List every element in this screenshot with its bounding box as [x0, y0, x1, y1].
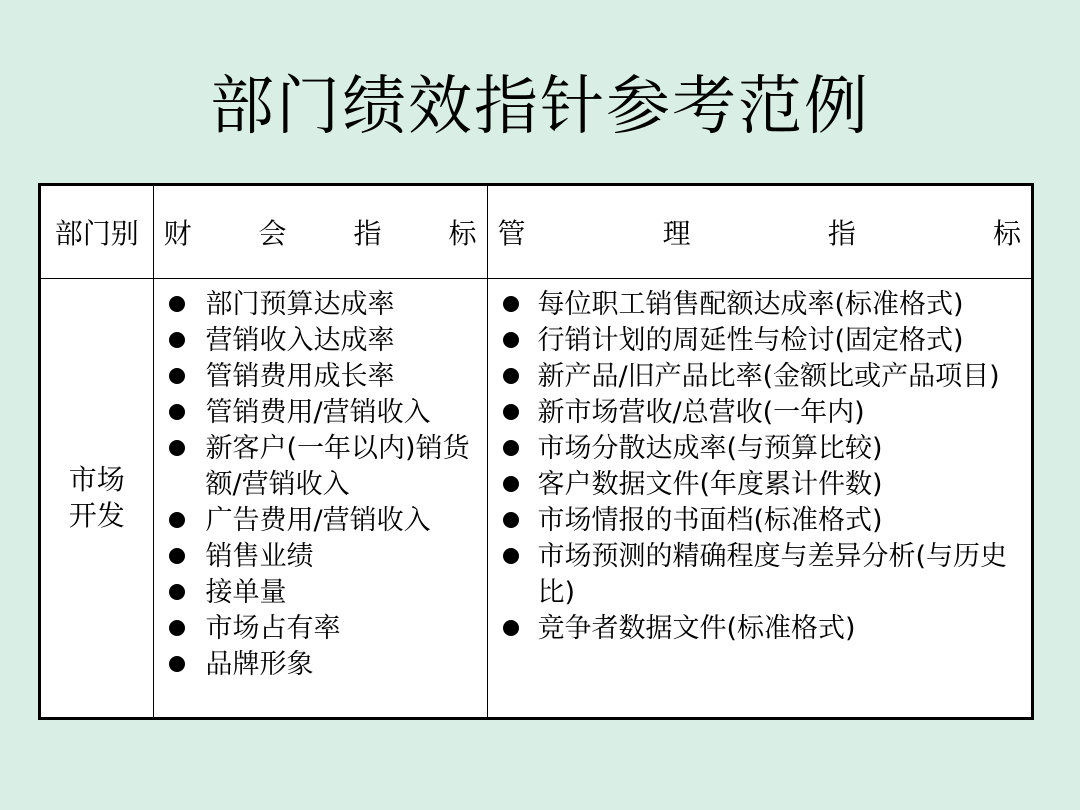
list-item: 销售业绩 [166, 539, 485, 575]
header-financial-char: 标 [448, 217, 477, 250]
bullet-icon [503, 440, 519, 456]
list-item: 新产品/旧产品比率(金额比或产品项目) [500, 359, 1026, 395]
header-management-char: 理 [662, 217, 691, 250]
bullet-icon [169, 656, 185, 672]
bullet-icon [169, 368, 185, 384]
bullet-icon [169, 404, 185, 420]
bullet-icon [503, 548, 519, 564]
bullet-icon [503, 404, 519, 420]
header-management [487, 186, 1031, 279]
dept-cell [41, 279, 153, 718]
financial-indicator-list [154, 279, 487, 683]
list-item: 市场占有率 [166, 611, 485, 647]
list-item: 市场预测的精确程度与差异分析(与历史比) [500, 539, 1026, 611]
list-item: 竞争者数据文件(标准格式) [500, 611, 1026, 647]
list-item: 管销费用/营销收入 [166, 395, 485, 431]
bullet-icon [503, 620, 519, 636]
list-item: 营销收入达成率 [166, 323, 485, 359]
slide-title: 部门绩效指针参考范例 [210, 70, 870, 144]
bullet-icon [503, 296, 519, 312]
header-management-char: 指 [827, 217, 856, 250]
header-management-char: 标 [992, 217, 1021, 250]
list-item: 客户数据文件(年度累计件数) [500, 467, 1026, 503]
management-cell [487, 279, 1031, 718]
list-item: 市场情报的书面档(标准格式) [500, 503, 1026, 539]
bullet-icon [169, 620, 185, 636]
kpi-table [38, 183, 1034, 720]
list-item: 行销计划的周延性与检讨(固定格式) [500, 323, 1026, 359]
header-financial [153, 186, 487, 279]
table-header-row [41, 186, 1031, 279]
list-item: 部门预算达成率 [166, 287, 485, 323]
management-indicator-list [488, 279, 1032, 647]
header-dept-label: 部门别 [54, 217, 139, 250]
header-management-char: 管 [497, 217, 526, 250]
bullet-icon [169, 512, 185, 528]
header-financial-char: 会 [258, 217, 287, 250]
bullet-icon [169, 332, 185, 348]
header-dept [41, 186, 153, 279]
bullet-icon [503, 512, 519, 528]
list-item: 新市场营收/总营收(一年内) [500, 395, 1026, 431]
bullet-icon [503, 368, 519, 384]
bullet-icon [169, 584, 185, 600]
list-item: 管销费用成长率 [166, 359, 485, 395]
header-financial-char: 指 [353, 217, 382, 250]
list-item: 市场分散达成率(与预算比较) [500, 431, 1026, 467]
bullet-icon [169, 440, 185, 456]
dept-name-line: 开发 [68, 499, 125, 532]
list-item: 广告费用/营销收入 [166, 503, 485, 539]
list-item: 新客户(一年以内)销货额/营销收入 [166, 431, 485, 503]
bullet-icon [503, 476, 519, 492]
list-item: 品牌形象 [166, 647, 485, 683]
header-financial-char: 财 [163, 217, 192, 250]
list-item: 接单量 [166, 575, 485, 611]
dept-name-line: 市场 [68, 463, 125, 496]
bullet-icon [503, 332, 519, 348]
financial-cell [153, 279, 487, 718]
table-row [41, 279, 1031, 718]
bullet-icon [169, 296, 185, 312]
list-item: 每位职工销售配额达成率(标准格式) [500, 287, 1026, 323]
bullet-icon [169, 548, 185, 564]
